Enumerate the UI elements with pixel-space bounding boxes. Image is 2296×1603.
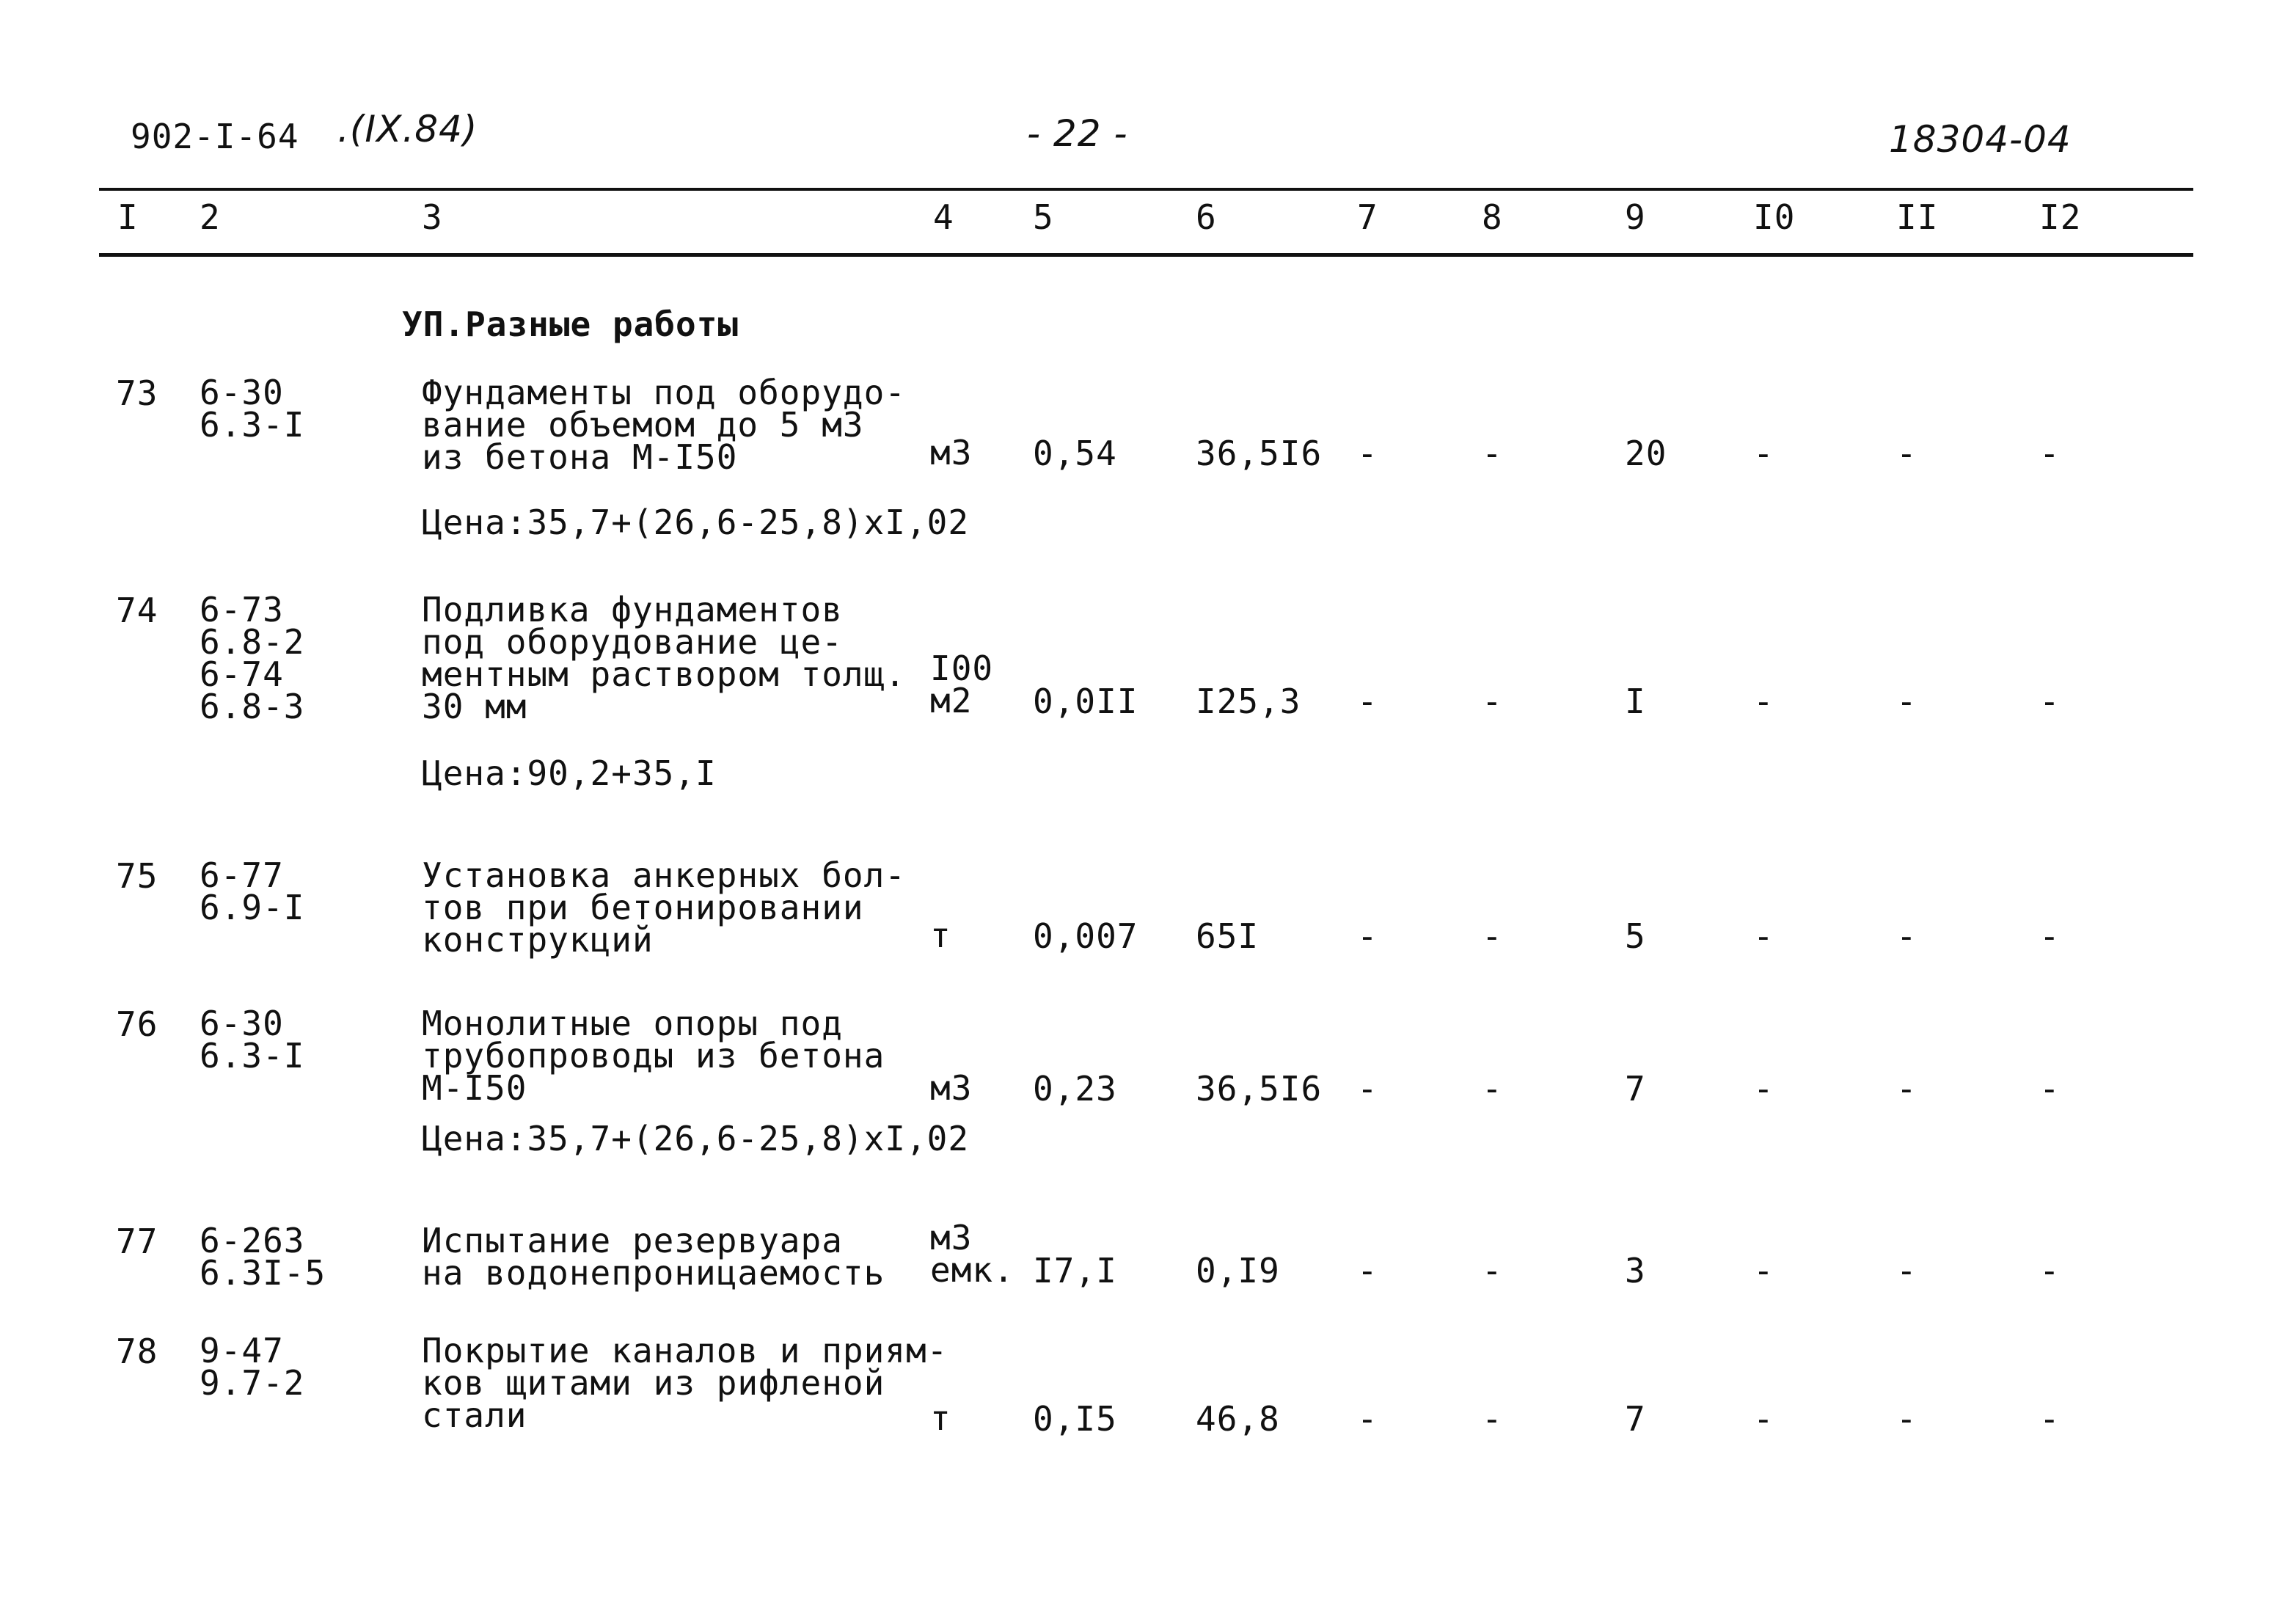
work-description-line: Подливка фундаментов [422,590,843,629]
cell-price: 46,8 [1196,1399,1280,1439]
cell-c8: - [1482,1069,1503,1109]
cell-c10: - [1753,434,1774,473]
cell-qty: 0,0II [1033,682,1138,721]
work-description-line: на водонепроницаемость [422,1253,885,1293]
cell-qty: 0,I5 [1033,1399,1117,1439]
unit-of-measure: м2 [930,681,973,720]
unit-of-measure: т [930,916,951,955]
work-description-line: Покрытие каналов и приям- [422,1331,948,1370]
cell-qty: I7,I [1033,1251,1117,1290]
cell-c9: 3 [1625,1251,1646,1290]
unit-of-measure: емк. [930,1250,1014,1290]
cell-price: 36,5I6 [1196,434,1323,473]
cell-c12: - [2039,682,2061,721]
cell-c12: - [2039,1399,2061,1439]
cell-c11: - [1896,434,1917,473]
work-description-line: из бетона М-I50 [422,437,738,477]
cell-c10: - [1753,1069,1774,1109]
cell-qty: 0,007 [1033,916,1138,956]
date-note: .(IX.84) [337,108,478,150]
work-description-line: конструкций [422,920,654,960]
work-description-line: Фундаменты под оборудо- [422,373,906,412]
cell-c9: I [1625,682,1646,721]
cell-c7: - [1357,682,1378,721]
page-number: - 22 - [1027,112,1128,155]
cell-c9: 7 [1625,1399,1646,1439]
column-number-9: 9 [1625,197,1646,237]
norm-code: 6-30 [200,373,284,412]
column-number-6: 6 [1196,197,1217,237]
unit-of-measure: м3 [930,433,973,472]
sheet-number: 18304-04 [1889,118,2072,161]
work-description-line: Испытание резервуара [422,1221,843,1260]
work-description-line: ментным раствором толщ. [422,654,906,694]
norm-code: 6.3-I [200,405,305,445]
norm-code: 6-77 [200,855,284,895]
price-note: Цена:90,2+35,I [422,753,717,793]
cell-c11: - [1896,682,1917,721]
row-number: 77 [116,1222,158,1261]
norm-code: 6.3I-5 [200,1253,326,1293]
cell-c7: - [1357,916,1378,956]
norm-code: 6-73 [200,590,284,629]
norm-code: 6.8-3 [200,687,305,726]
norm-code: 6.3-I [200,1036,305,1076]
cell-price: I25,3 [1196,682,1301,721]
cell-c10: - [1753,916,1774,956]
cell-c11: - [1896,916,1917,956]
cell-c7: - [1357,1251,1378,1290]
work-description-line: тов при бетонировании [422,888,864,927]
column-number-5: 5 [1033,197,1054,237]
norm-code: 6-74 [200,654,284,694]
cell-c7: - [1357,1399,1378,1439]
norm-code: 9-47 [200,1331,284,1370]
work-description-line: М-I50 [422,1068,527,1108]
cell-c11: - [1896,1399,1917,1439]
cell-c8: - [1482,1251,1503,1290]
cell-c12: - [2039,916,2061,956]
norm-code: 6-263 [200,1221,305,1260]
table-header-rule [99,253,2193,257]
cell-c7: - [1357,1069,1378,1109]
cell-c9: 7 [1625,1069,1646,1109]
section-title: УП.Разные работы [402,304,739,344]
cell-c8: - [1482,434,1503,473]
price-note: Цена:35,7+(26,6-25,8)xI,02 [422,503,970,542]
cell-c11: - [1896,1251,1917,1290]
unit-of-measure: I00 [930,649,994,688]
work-description-line: 30 мм [422,687,527,726]
cell-price: 65I [1196,916,1259,956]
cell-c10: - [1753,682,1774,721]
row-number: 75 [116,856,158,896]
cell-c7: - [1357,434,1378,473]
table-top-rule [99,188,2193,191]
row-number: 76 [116,1004,158,1044]
column-number-2: 2 [200,197,221,237]
cell-c12: - [2039,1251,2061,1290]
cell-qty: 0,54 [1033,434,1117,473]
work-description-line: вание объемом до 5 м3 [422,405,864,445]
column-number-7: 7 [1357,197,1378,237]
column-number-3: 3 [422,197,443,237]
cell-price: 0,I9 [1196,1251,1280,1290]
cell-c8: - [1482,916,1503,956]
work-description-line: Монолитные опоры под [422,1004,843,1043]
norm-code: 6.8-2 [200,622,305,662]
cell-c12: - [2039,1069,2061,1109]
cell-c10: - [1753,1399,1774,1439]
column-number-1: I [117,197,139,237]
cell-c12: - [2039,434,2061,473]
document-code: 902-I-64 [131,117,299,156]
column-number-4: 4 [933,197,954,237]
work-description-line: ков щитами из рифленой [422,1363,885,1403]
norm-code: 6-30 [200,1004,284,1043]
cell-c11: - [1896,1069,1917,1109]
work-description-line: трубопроводы из бетона [422,1036,885,1076]
column-number-8: 8 [1482,197,1503,237]
row-number: 78 [116,1332,158,1371]
cell-c8: - [1482,1399,1503,1439]
column-number-10: I0 [1753,197,1796,237]
unit-of-measure: т [930,1398,951,1438]
work-description-line: стали [422,1395,527,1435]
unit-of-measure: м3 [930,1068,973,1108]
norm-code: 9.7-2 [200,1363,305,1403]
cell-c8: - [1482,682,1503,721]
row-number: 73 [116,373,158,413]
row-number: 74 [116,591,158,630]
norm-code: 6.9-I [200,888,305,927]
cell-c10: - [1753,1251,1774,1290]
column-number-11: II [1896,197,1939,237]
cell-price: 36,5I6 [1196,1069,1323,1109]
work-description-line: под оборудование це- [422,622,843,662]
cell-c9: 5 [1625,916,1646,956]
cell-c9: 20 [1625,434,1667,473]
work-description-line: Установка анкерных бол- [422,855,906,895]
cell-qty: 0,23 [1033,1069,1117,1109]
unit-of-measure: м3 [930,1218,973,1257]
price-note: Цена:35,7+(26,6-25,8)xI,02 [422,1119,970,1158]
column-number-12: I2 [2039,197,2082,237]
